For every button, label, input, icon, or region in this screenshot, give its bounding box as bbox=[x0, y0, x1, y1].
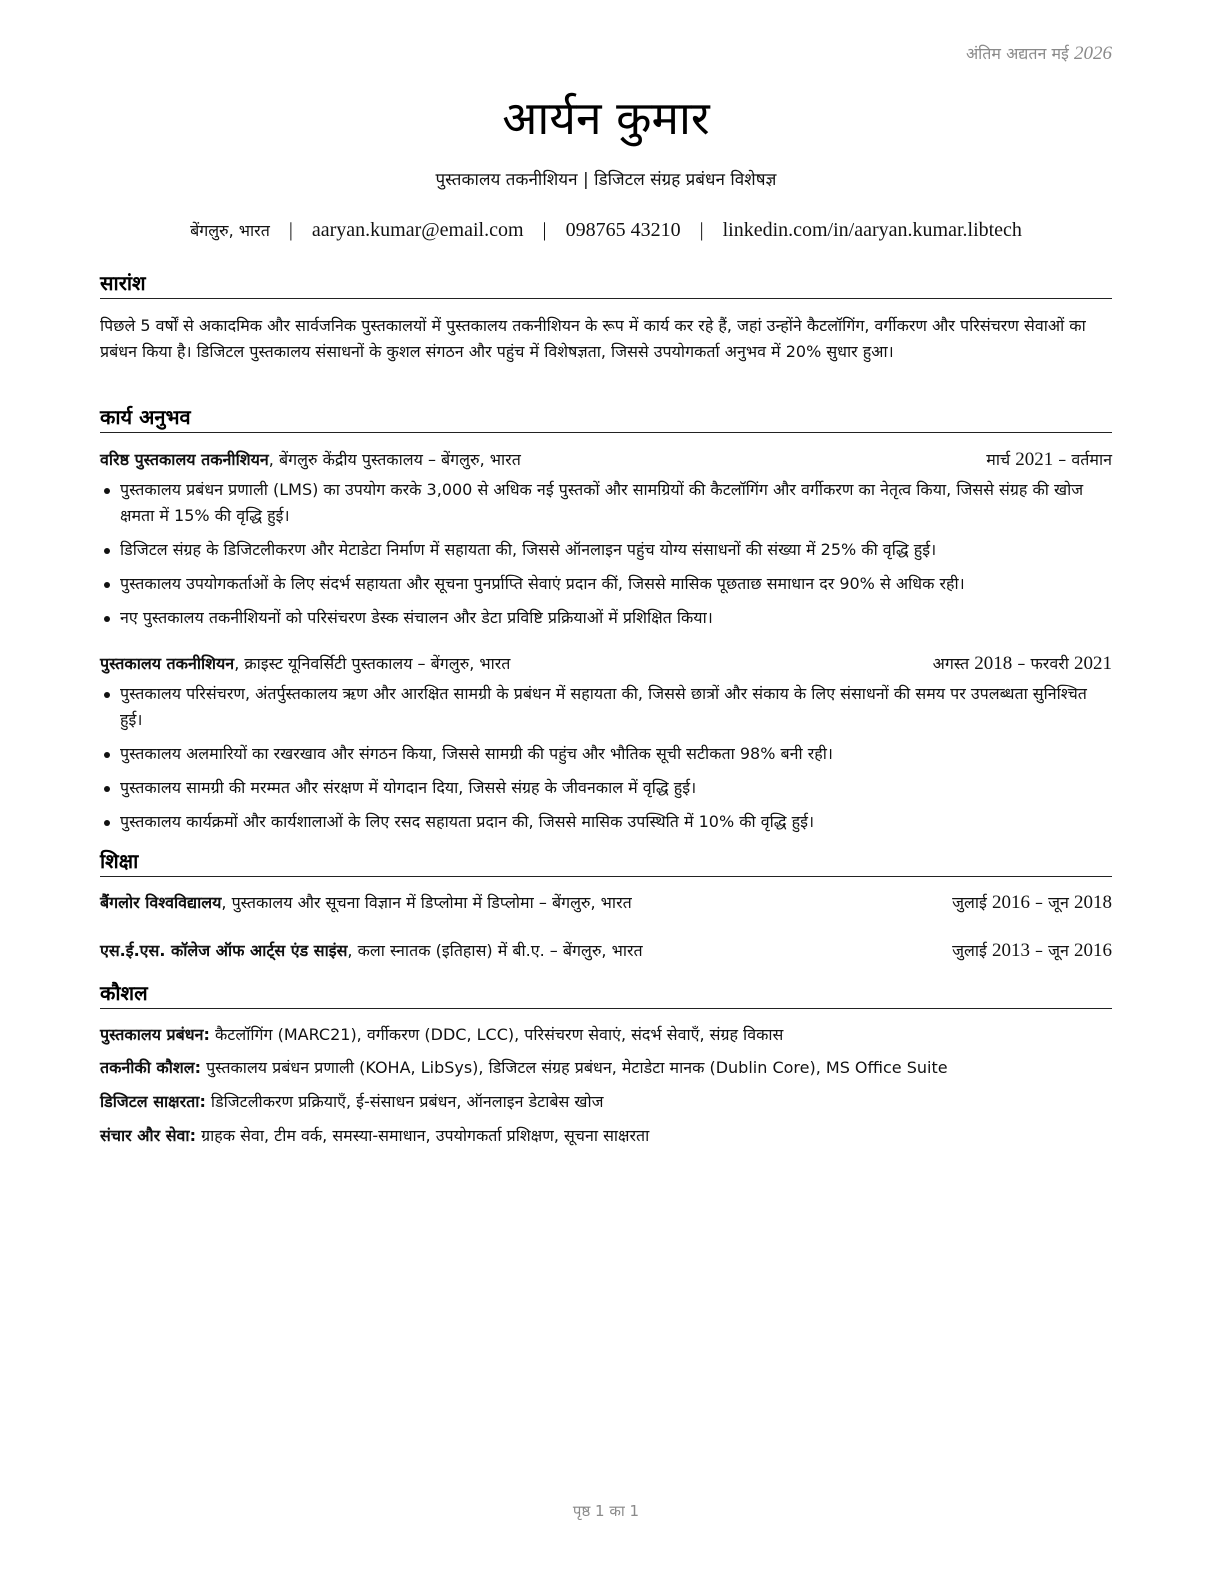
job-bullets bbox=[100, 477, 1112, 639]
skill-label: पुस्तकालय प्रबंधन: bbox=[100, 1025, 210, 1044]
education-detail: , कला स्नातक (इतिहास) में बी.ए. – बेंगलुरु, भारत bbox=[347, 941, 643, 960]
last-updated-label: अंतिम अद्यतन मई bbox=[965, 44, 1069, 63]
job-org: , क्राइस्ट यूनिवर्सिटी पुस्तकालय – बेंगलुरु, भारत bbox=[234, 654, 511, 673]
page-number: पृष्ठ 1 का 1 bbox=[572, 1502, 640, 1520]
job-org: , बेंगलुरु केंद्रीय पुस्तकालय – बेंगलुरु, भारत bbox=[268, 450, 521, 469]
job-bullets bbox=[100, 681, 1112, 843]
candidate-subtitle: पुस्तकालय तकनीशियन | डिजिटल संग्रह प्रबंधन विशेषज्ञ bbox=[435, 170, 777, 190]
skill-text: डिजिटलीकरण प्रक्रियाएँ, ई-संसाधन प्रबंधन, ऑनलाइन डेटाबेस खोज bbox=[205, 1092, 604, 1111]
section-title-experience: कार्य अनुभव bbox=[100, 404, 1112, 433]
list-item: नए पुस्तकालय तकनीशियनों को परिसंचरण डेस्क संचालन और डेटा प्रविष्टि प्रक्रियाओं में प्रशिक्षित किया। bbox=[100, 605, 1112, 631]
skill-text: पुस्तकालय प्रबंधन प्रणाली (KOHA, LibSys), डिजिटल संग्रह प्रबंधन, मेटाडेटा मानक (Dublin Core), MS Office Suite bbox=[201, 1058, 948, 1077]
skill-label: संचार और सेवा: bbox=[100, 1126, 196, 1145]
skill-text: ग्राहक सेवा, टीम वर्क, समस्या-समाधान, उपयोगकर्ता प्रशिक्षण, सूचना साक्षरता bbox=[195, 1126, 650, 1145]
summary-text: पिछले 5 वर्षों से अकादमिक और सार्वजनिक पुस्तकालयों में पुस्तकालय तकनीशियन के रूप में कार्य कर रहे हैं, जहां उन्होंने कैटलॉगिंग, वर्गीकरण और परिसंचरण सेवाओं का प्रबंधन किया है। डिजिटल पुस्तकालय संसाधनों के कुशल संगठन और पहुंच में विशेषज्ञता, जिससे उपयोगकर्ता अनुभव में 20% सुधार हुआ। bbox=[100, 316, 1086, 361]
list-item: डिजिटल संग्रह के डिजिटलीकरण और मेटाडेटा निर्माण में सहायता की, जिससे ऑनलाइन पहुंच योग्य संसाधनों की संख्या में 25% की वृद्धि हुई। bbox=[100, 537, 1112, 563]
job-dates: अगस्त 2018 – फरवरी 2021 bbox=[932, 653, 1112, 674]
list-item: पुस्तकालय प्रबंधन प्रणाली (LMS) का उपयोग करके 3,000 से अधिक नई पुस्तकों और सामग्रियों की कैटलॉगिंग और वर्गीकरण का नेतृत्व किया, जिससे संग्रह की खोज क्षमता में 15% की वृद्धि हुई। bbox=[100, 477, 1112, 529]
education-institution: बैंगलोर विश्वविद्यालय bbox=[100, 893, 222, 912]
contact-linkedin[interactable]: linkedin.com/in/aaryan.kumar.libtech bbox=[722, 219, 1022, 241]
list-item: पुस्तकालय कार्यक्रमों और कार्यशालाओं के लिए रसद सहायता प्रदान की, जिससे मासिक उपस्थिति में 10% की वृद्धि हुई। bbox=[100, 809, 1112, 835]
job-role: पुस्तकालय तकनीशियन bbox=[100, 654, 235, 673]
section-title-education: शिक्षा bbox=[100, 848, 1112, 877]
resume-page bbox=[100, 0, 1112, 1584]
section-title-skills: कौशल bbox=[100, 980, 1112, 1009]
education-detail: , पुस्तकालय और सूचना विज्ञान में डिप्लोमा में डिप्लोमा – बेंगलुरु, भारत bbox=[221, 893, 632, 912]
contact-line bbox=[100, 219, 1112, 242]
education-entry bbox=[100, 890, 1112, 916]
contact-email[interactable]: aaryan.kumar@email.com bbox=[311, 219, 524, 241]
skill-row bbox=[100, 1123, 1112, 1149]
section-title-summary: सारांश bbox=[100, 270, 1112, 299]
education-dates: जुलाई 2016 – जून 2018 bbox=[952, 892, 1112, 913]
contact-phone: 098765 43210 bbox=[565, 219, 681, 241]
job-header bbox=[100, 447, 1112, 473]
skill-text: कैटलॉगिंग (MARC21), वर्गीकरण (DDC, LCC), परिसंचरण सेवाएं, संदर्भ सेवाएँ, संग्रह विकास bbox=[209, 1025, 784, 1044]
list-item: पुस्तकालय अलमारियों का रखरखाव और संगठन किया, जिससे सामग्री की पहुंच और भौतिक सूची सटीकता 98% बनी रही। bbox=[100, 741, 1112, 767]
skill-row bbox=[100, 1089, 1112, 1115]
job-role: वरिष्ठ पुस्तकालय तकनीशियन bbox=[100, 450, 269, 469]
list-item: पुस्तकालय परिसंचरण, अंतर्पुस्तकालय ऋण और आरक्षित सामग्री के प्रबंधन में सहायता की, जिससे छात्रों और संकाय के लिए संसाधनों की समय पर उपलब्धता सुनिश्चित हुई। bbox=[100, 681, 1112, 733]
education-entry bbox=[100, 938, 1112, 964]
education-institution: एस.ई.एस. कॉलेज ऑफ आर्ट्स एंड साइंस bbox=[100, 941, 348, 960]
list-item: पुस्तकालय सामग्री की मरम्मत और संरक्षण में योगदान दिया, जिससे संग्रह के जीवनकाल में वृद्धि हुई। bbox=[100, 775, 1112, 801]
contact-separator: | bbox=[288, 219, 293, 241]
contact-separator: | bbox=[542, 219, 547, 241]
skill-row bbox=[100, 1055, 1112, 1081]
last-updated-year: 2026 bbox=[1074, 43, 1112, 64]
candidate-name: आर्यन कुमार bbox=[502, 91, 710, 145]
job-dates: मार्च 2021 – वर्तमान bbox=[986, 449, 1112, 470]
job-header bbox=[100, 651, 1112, 677]
education-dates: जुलाई 2013 – जून 2016 bbox=[952, 940, 1112, 961]
list-item: पुस्तकालय उपयोगकर्ताओं के लिए संदर्भ सहायता और सूचना पुनर्प्राप्ति सेवाएं प्रदान कीं, जिससे मासिक पूछताछ समाधान दर 90% से अधिक रही। bbox=[100, 571, 1112, 597]
last-updated bbox=[966, 42, 1112, 65]
skill-row bbox=[100, 1022, 1112, 1048]
contact-location: बेंगलुरु, भारत bbox=[190, 221, 270, 240]
skill-label: डिजिटल साक्षरता: bbox=[100, 1092, 206, 1111]
skill-label: तकनीकी कौशल: bbox=[100, 1058, 201, 1077]
contact-separator: | bbox=[699, 219, 704, 241]
